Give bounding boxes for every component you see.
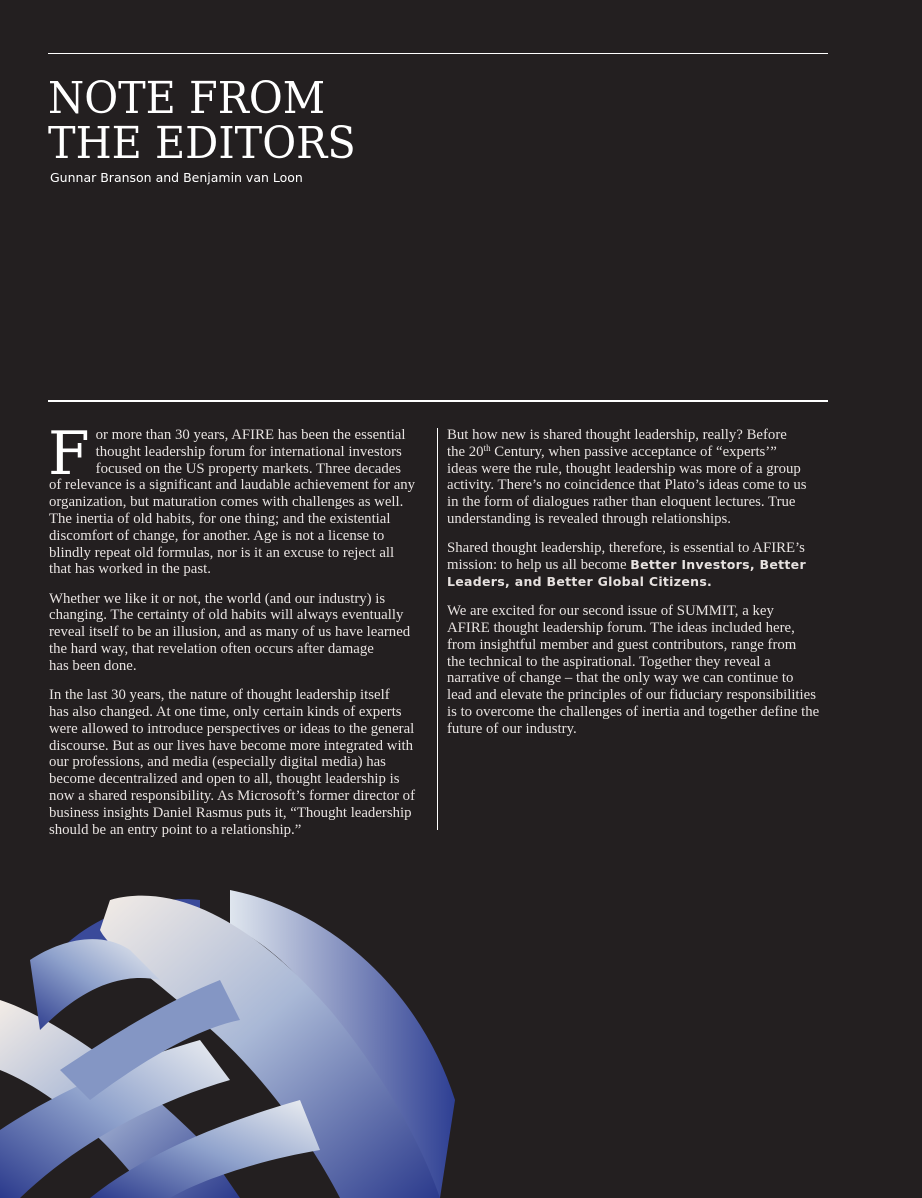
text-line: We are excited for our second issue of SUMMIT, a key	[447, 603, 774, 620]
text-line: thought leadership forum for international investors	[95, 443, 402, 460]
text-line: ideas were the rule, thought leadership was more of a group	[447, 460, 801, 477]
text-line: the technical to the aspirational. Together they reveal a	[447, 653, 771, 670]
left-column	[48, 419, 431, 851]
highlight-text: Leaders, and Better Global Citizens.	[447, 573, 713, 589]
text-line: activity. There’s no coincidence that Plato’s ideas come to us	[447, 477, 807, 494]
text-line: Shared thought leadership, therefore, is essential to AFIRE’s	[447, 540, 805, 557]
text-fragment: the 20	[447, 443, 484, 460]
text-line: Whether we like it or not, the world (and our industry) is	[49, 590, 386, 607]
page-title	[48, 73, 356, 169]
text-line: discourse. But as our lives have become more integrated with	[49, 737, 414, 754]
text-line: has also changed. At one time, only certain kinds of experts	[49, 703, 402, 720]
text-line: changing. The certainty of old habits will always eventually	[49, 607, 404, 624]
right-column	[447, 427, 829, 750]
superscript: th	[483, 442, 491, 453]
text-line: of relevance is a significant and laudable achievement for any	[49, 477, 416, 494]
text-line: that has worked in the past.	[49, 561, 211, 578]
text-line: or more than 30 years, AFIRE has been the essential	[95, 427, 406, 443]
title-line-2: THE EDITORS	[48, 118, 356, 169]
section-rule	[48, 400, 828, 402]
text-line: were allowed to introduce perspectives or ideas to the general	[49, 720, 415, 737]
drop-cap: F	[48, 419, 90, 489]
text-line: focused on the US property markets. Three decades	[95, 460, 402, 477]
text-fragment: mission: to help us all become	[447, 557, 631, 574]
text-line: lead and elevate the principles of our fiduciary responsibilities	[447, 687, 816, 704]
text-line: the hard way, that revelation often occurs after damage	[49, 641, 374, 658]
paragraph-2	[49, 591, 431, 675]
text-line: from insightful member and guest contributors, range from	[447, 636, 797, 653]
text-line: But how new is shared thought leadership, really? Before	[447, 427, 787, 443]
text-line: reveal itself to be an illusion, and as many of us have learned	[49, 624, 411, 641]
text-line: business insights Daniel Rasmus puts it, “Thought leadership	[49, 804, 412, 821]
column-divider	[437, 428, 438, 830]
text-line: AFIRE thought leadership forum. The ideas included here,	[447, 619, 795, 636]
text-fragment: Century, when passive acceptance of “experts’”	[490, 443, 777, 460]
text-line: understanding is revealed through relationships.	[447, 510, 731, 527]
text-line: blindly repeat old formulas, nor is it an excuse to reject all	[49, 544, 395, 561]
paragraph-5	[447, 540, 829, 590]
text-line: discomfort of change, for another. Age is not a license to	[49, 527, 385, 544]
text-line: The inertia of old habits, for one thing; and the existential	[49, 510, 391, 527]
top-rule	[48, 53, 828, 54]
byline: Gunnar Branson and Benjamin van Loon	[50, 170, 303, 185]
paragraph-4	[447, 427, 829, 528]
text-line: in the form of dialogues rather than eloquent lectures. True	[447, 494, 796, 511]
text-line	[447, 444, 829, 461]
highlight-text: Better Investors, Better	[630, 557, 806, 573]
text-line: has been done.	[49, 657, 137, 674]
text-line: is to overcome the challenges of inertia and together define the	[447, 703, 820, 720]
paragraph-1	[48, 419, 431, 578]
text-line: become decentralized and open to all, thought leadership is	[49, 771, 400, 788]
text-line: our professions, and media (especially digital media) has	[49, 754, 386, 771]
text-line: In the last 30 years, the nature of thought leadership itself	[49, 687, 390, 704]
globe-ribbon-graphic	[0, 870, 480, 1198]
paragraph-6	[447, 603, 829, 737]
text-line: narrative of change – that the only way we can continue to	[447, 670, 794, 687]
text-line: now a shared responsibility. As Microsoft’s former director of	[49, 787, 416, 804]
text-line	[447, 557, 829, 574]
paragraph-3	[49, 687, 431, 838]
title-line-1: NOTE FROM	[48, 73, 326, 124]
text-line: organization, but maturation comes with challenges as well.	[49, 494, 404, 511]
text-line: future of our industry.	[447, 720, 577, 737]
text-line: should be an entry point to a relationship.”	[49, 821, 302, 838]
